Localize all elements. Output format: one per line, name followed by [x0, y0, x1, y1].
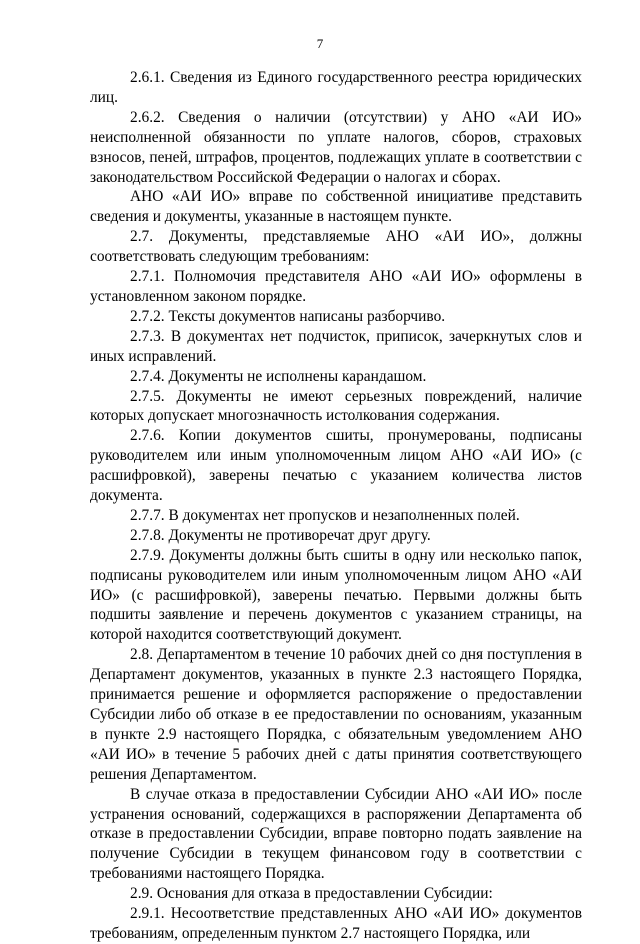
paragraph-2-7-8: 2.7.8. Документы не противоречат друг другу. [130, 526, 431, 544]
paragraph-2-7-3: 2.7.3. В документах нет подчисток, приписок, зачеркнутых слов и иных исправлений. [90, 327, 582, 365]
paragraph-2-7-9: 2.7.9. Документы должны быть сшиты в одну или несколько папок, подписаны руководителем или иным уполномоченным лицом АНО «АИ ИО» (с расшифровкой), заверены печатью. Первыми должны быть подшиты заявление и перечень документов с указанием страницы, на которой находится соответствующий документ. [90, 546, 582, 644]
paragraph-2-7-7: 2.7.7. В документах нет пропусков и незаполненных полей. [130, 506, 520, 524]
paragraph-2-7-2: 2.7.2. Тексты документов написаны разборчиво. [130, 307, 446, 325]
paragraph-2-7: 2.7. Документы, представляемые АНО «АИ ИО», должны соответствовать следующим требованиям: [90, 228, 582, 266]
paragraph-2-9-1: 2.9.1. Несоответствие представленных АНО «АИ ИО» документов требованиям, определенным пунктом 2.7 настоящего Порядка, или [90, 905, 582, 942]
paragraph-2-7-4: 2.7.4. Документы не исполнены карандашом. [130, 367, 427, 385]
paragraph-refusal-case: В случае отказа в предоставлении Субсидии АНО «АИ ИО» после устранения оснований, содержащихся в распоряжении Департамента об отказе в предоставлении Субсидии, вправе повторно подать заявление на получение Субсидии в текущем финансовом году в соответствии с требованиями настоящего Порядка. [90, 785, 582, 883]
paragraph-2-7-1: 2.7.1. Полномочия представителя АНО «АИ ИО» оформлены в установленном законом порядке. [90, 268, 582, 305]
paragraph-2-6-1: 2.6.1. Сведения из Единого государственного реестра юридических лиц. [90, 69, 582, 106]
paragraph-2-7-6: 2.7.6. Копии документов сшиты, пронумерованы, подписаны руководителем или иным уполномоченным лицом АНО «АИ ИО» (с расшифровкой), заверены печатью с указанием количества листов документа. [90, 427, 582, 505]
paragraph-own-initiative: АНО «АИ ИО» вправе по собственной инициативе представить сведения и документы, указанные в настоящем пункте. [90, 188, 582, 226]
paragraph-2-9: 2.9. Основания для отказа в предоставлении Субсидии: [130, 885, 493, 903]
paragraph-2-7-5: 2.7.5. Документы не имеют серьезных повреждений, наличие которых допускает многозначность истолкования содержания. [90, 387, 582, 425]
document-body [90, 68, 582, 944]
page-number: 7 [316, 36, 324, 51]
paragraph-2-8: 2.8. Департаментом в течение 10 рабочих дней со дня поступления в Департамент документов, указанных в пункте 2.3 настоящего Порядка, принимается решение и оформляется распоряжение о предоставлении Субсидии либо об отказе в ее предоставлении по основаниям, указанным в пункте 2.9 настоящего Порядка, с обязательным уведомлением АНО «АИ ИО» в течение 5 рабочих дней с даты принятия соответствующего решения Департаментом. [90, 646, 582, 783]
paragraph-2-6-2: 2.6.2. Сведения о наличии (отсутствии) у АНО «АИ ИО» неисполненной обязанности по уплате налогов, сборов, страховых взносов, пеней, штрафов, процентов, подлежащих уплате в соответствии с законодательством Российской Федерации о налогах и сборах. [90, 108, 582, 186]
